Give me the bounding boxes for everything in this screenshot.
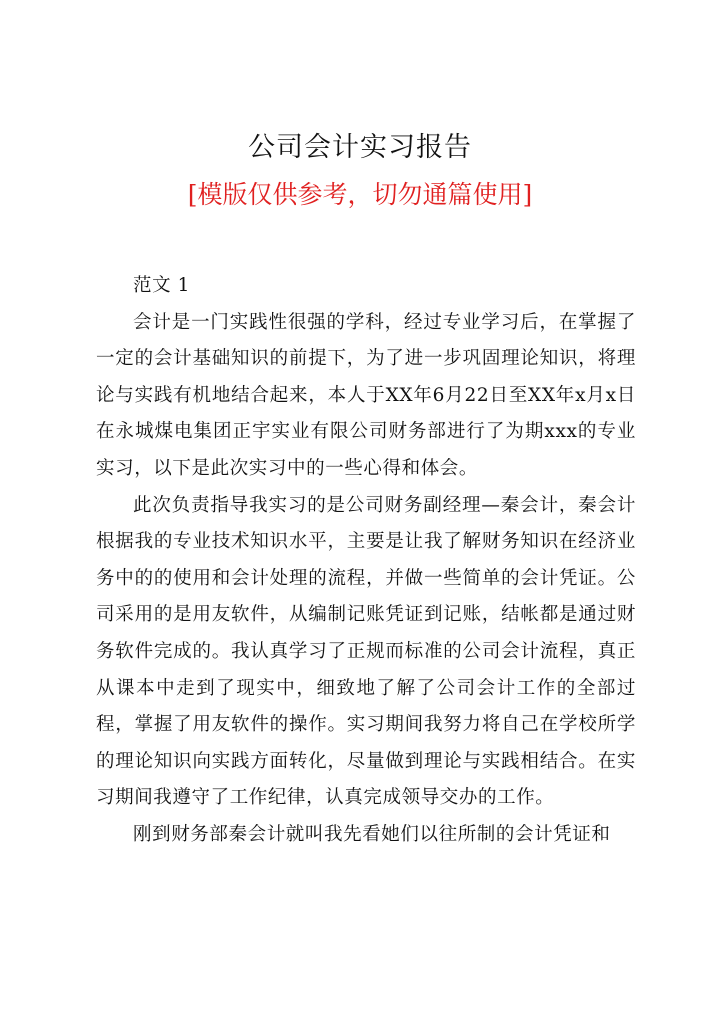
paragraph-intro: 会计是一门实践性很强的学科，经过专业学习后，在掌握了一定的会计基础知识的前提下，为了进一步巩固理论知识，将理论与实践有机地结合起来，本人于XX年6月22日至XX年x月x日在永城煤电集团正宇实业有限公司财务部进行了为期xxx的专业实习，以下是此次实习中的一些心得和体会。 xyxy=(96,311,636,479)
template-notice: [模版仅供参考，切勿通篇使用] xyxy=(187,180,533,209)
section-label: 范文 1 xyxy=(133,275,191,296)
paragraph-start: 刚到财务部秦会计就叫我先看她们以往所制的会计凭证和 xyxy=(133,823,611,845)
document-title: 公司会计实习报告 xyxy=(248,132,472,163)
paragraph-guidance: 此次负责指导我实习的是公司财务副经理—秦会计，秦会计根据我的专业技术知识水平，主要是让我了解财务知识在经济业务中的的使用和会计处理的流程，并做一些简单的会计凭证。公司采用的是用友软件，从编制记账凭证到记账，结帐都是通过财务软件完成的。我认真学习了正规而标准的公司会计流程，真正从课本中走到了现实中，细致地了解了公司会计工作的全部过程，掌握了用友软件的操作。实习期间我努力将自己在学校所学的理论知识向实践方面转化，尽量做到理论与实践相结合。在实习期间我遵守了工作纪律，认真完成领导交办的工作。 xyxy=(96,494,636,809)
document-body xyxy=(96,268,636,854)
